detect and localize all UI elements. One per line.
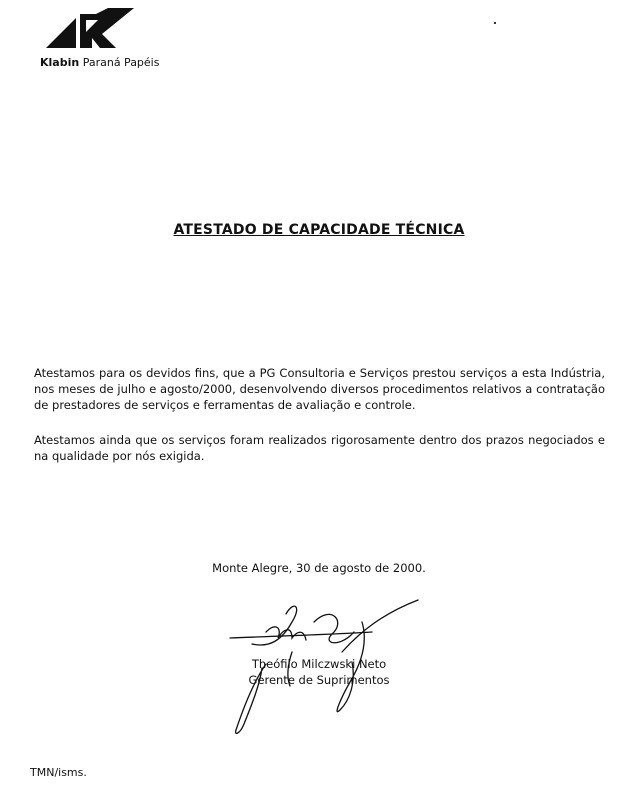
company-name	[40, 56, 159, 69]
klabin-logo-icon	[46, 8, 134, 48]
typist-initials: TMN/isms.	[30, 766, 87, 779]
document-title: ATESTADO DE CAPACIDADE TÉCNICA	[173, 222, 465, 238]
body-paragraph-1: Atestamos para os devidos fins, que a PG Consultoria e Serviços prestou serviços a esta Indústria, nos meses de julho e agosto/2000, desenvolvendo diversos procedimentos relativos a contratação de prestadores de serviços e ferramentas de avaliação e controle.	[34, 366, 605, 412]
brand-rest: Paraná Papéis	[79, 56, 160, 69]
place-date: Monte Alegre, 30 de agosto de 2000.	[212, 561, 426, 575]
body-paragraph-2: Atestamos ainda que os serviços foram realizados rigorosamente dentro dos prazos negociados e na qualidade por nós exigida.	[34, 433, 605, 463]
signer-role: Gerente de Suprimentos	[248, 673, 390, 687]
signer-name: Theófilo Milczwski Neto	[251, 657, 387, 671]
scan-speck	[494, 22, 496, 24]
brand-bold: Klabin	[40, 56, 80, 69]
